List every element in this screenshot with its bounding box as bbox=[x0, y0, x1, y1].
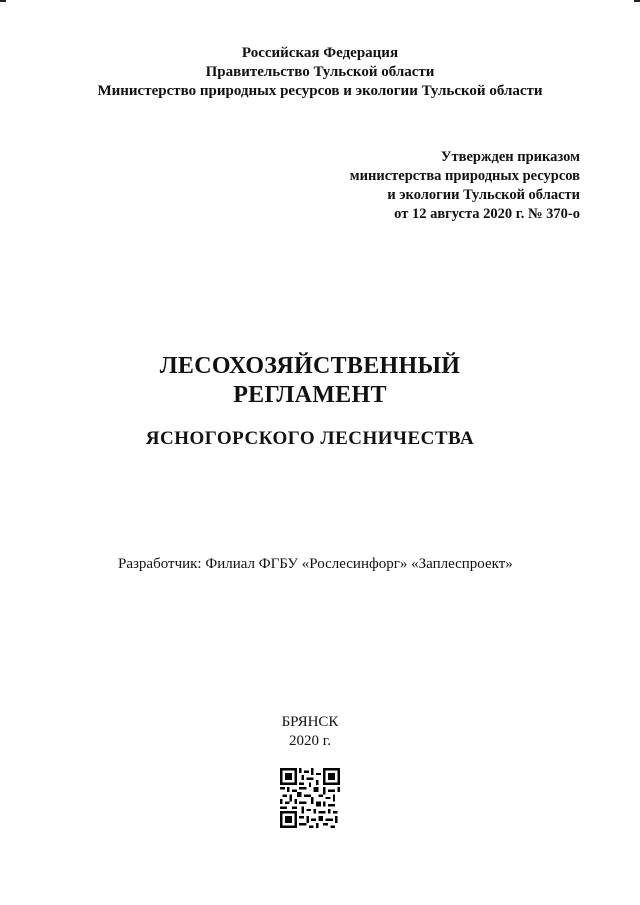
approval-line: и экологии Тульской области bbox=[387, 187, 580, 203]
title-line: РЕГЛАМЕНТ bbox=[233, 382, 387, 408]
header-ministry: Министерство природных ресурсов и экологии Тульской области bbox=[97, 83, 543, 99]
publication-place bbox=[0, 713, 620, 751]
approval-date: от 12 августа 2020 г. № 370-о bbox=[394, 206, 580, 222]
issuer-header bbox=[0, 44, 640, 101]
scan-edge-mark bbox=[634, 0, 640, 2]
document-title bbox=[0, 352, 620, 410]
year: 2020 г. bbox=[289, 733, 331, 749]
city: БРЯНСК bbox=[281, 714, 339, 730]
approval-line: министерства природных ресурсов bbox=[349, 168, 580, 184]
approval-line: Утвержден приказом bbox=[440, 149, 580, 165]
header-government: Правительство Тульской области bbox=[205, 64, 435, 80]
title-line: ЛЕСОХОЗЯЙСТВЕННЫЙ bbox=[159, 353, 461, 379]
document-subtitle: ЯСНОГОРСКОГО ЛЕСНИЧЕСТВА bbox=[145, 428, 475, 449]
scan-edge-mark bbox=[0, 0, 6, 2]
approval-block bbox=[350, 148, 580, 224]
header-country: Российская Федерация bbox=[241, 45, 399, 61]
developer-line: Разработчик: Филиал ФГБУ «Рослесинфорг» «Заплеспроект» bbox=[118, 556, 513, 572]
qr-code-icon bbox=[280, 768, 340, 828]
